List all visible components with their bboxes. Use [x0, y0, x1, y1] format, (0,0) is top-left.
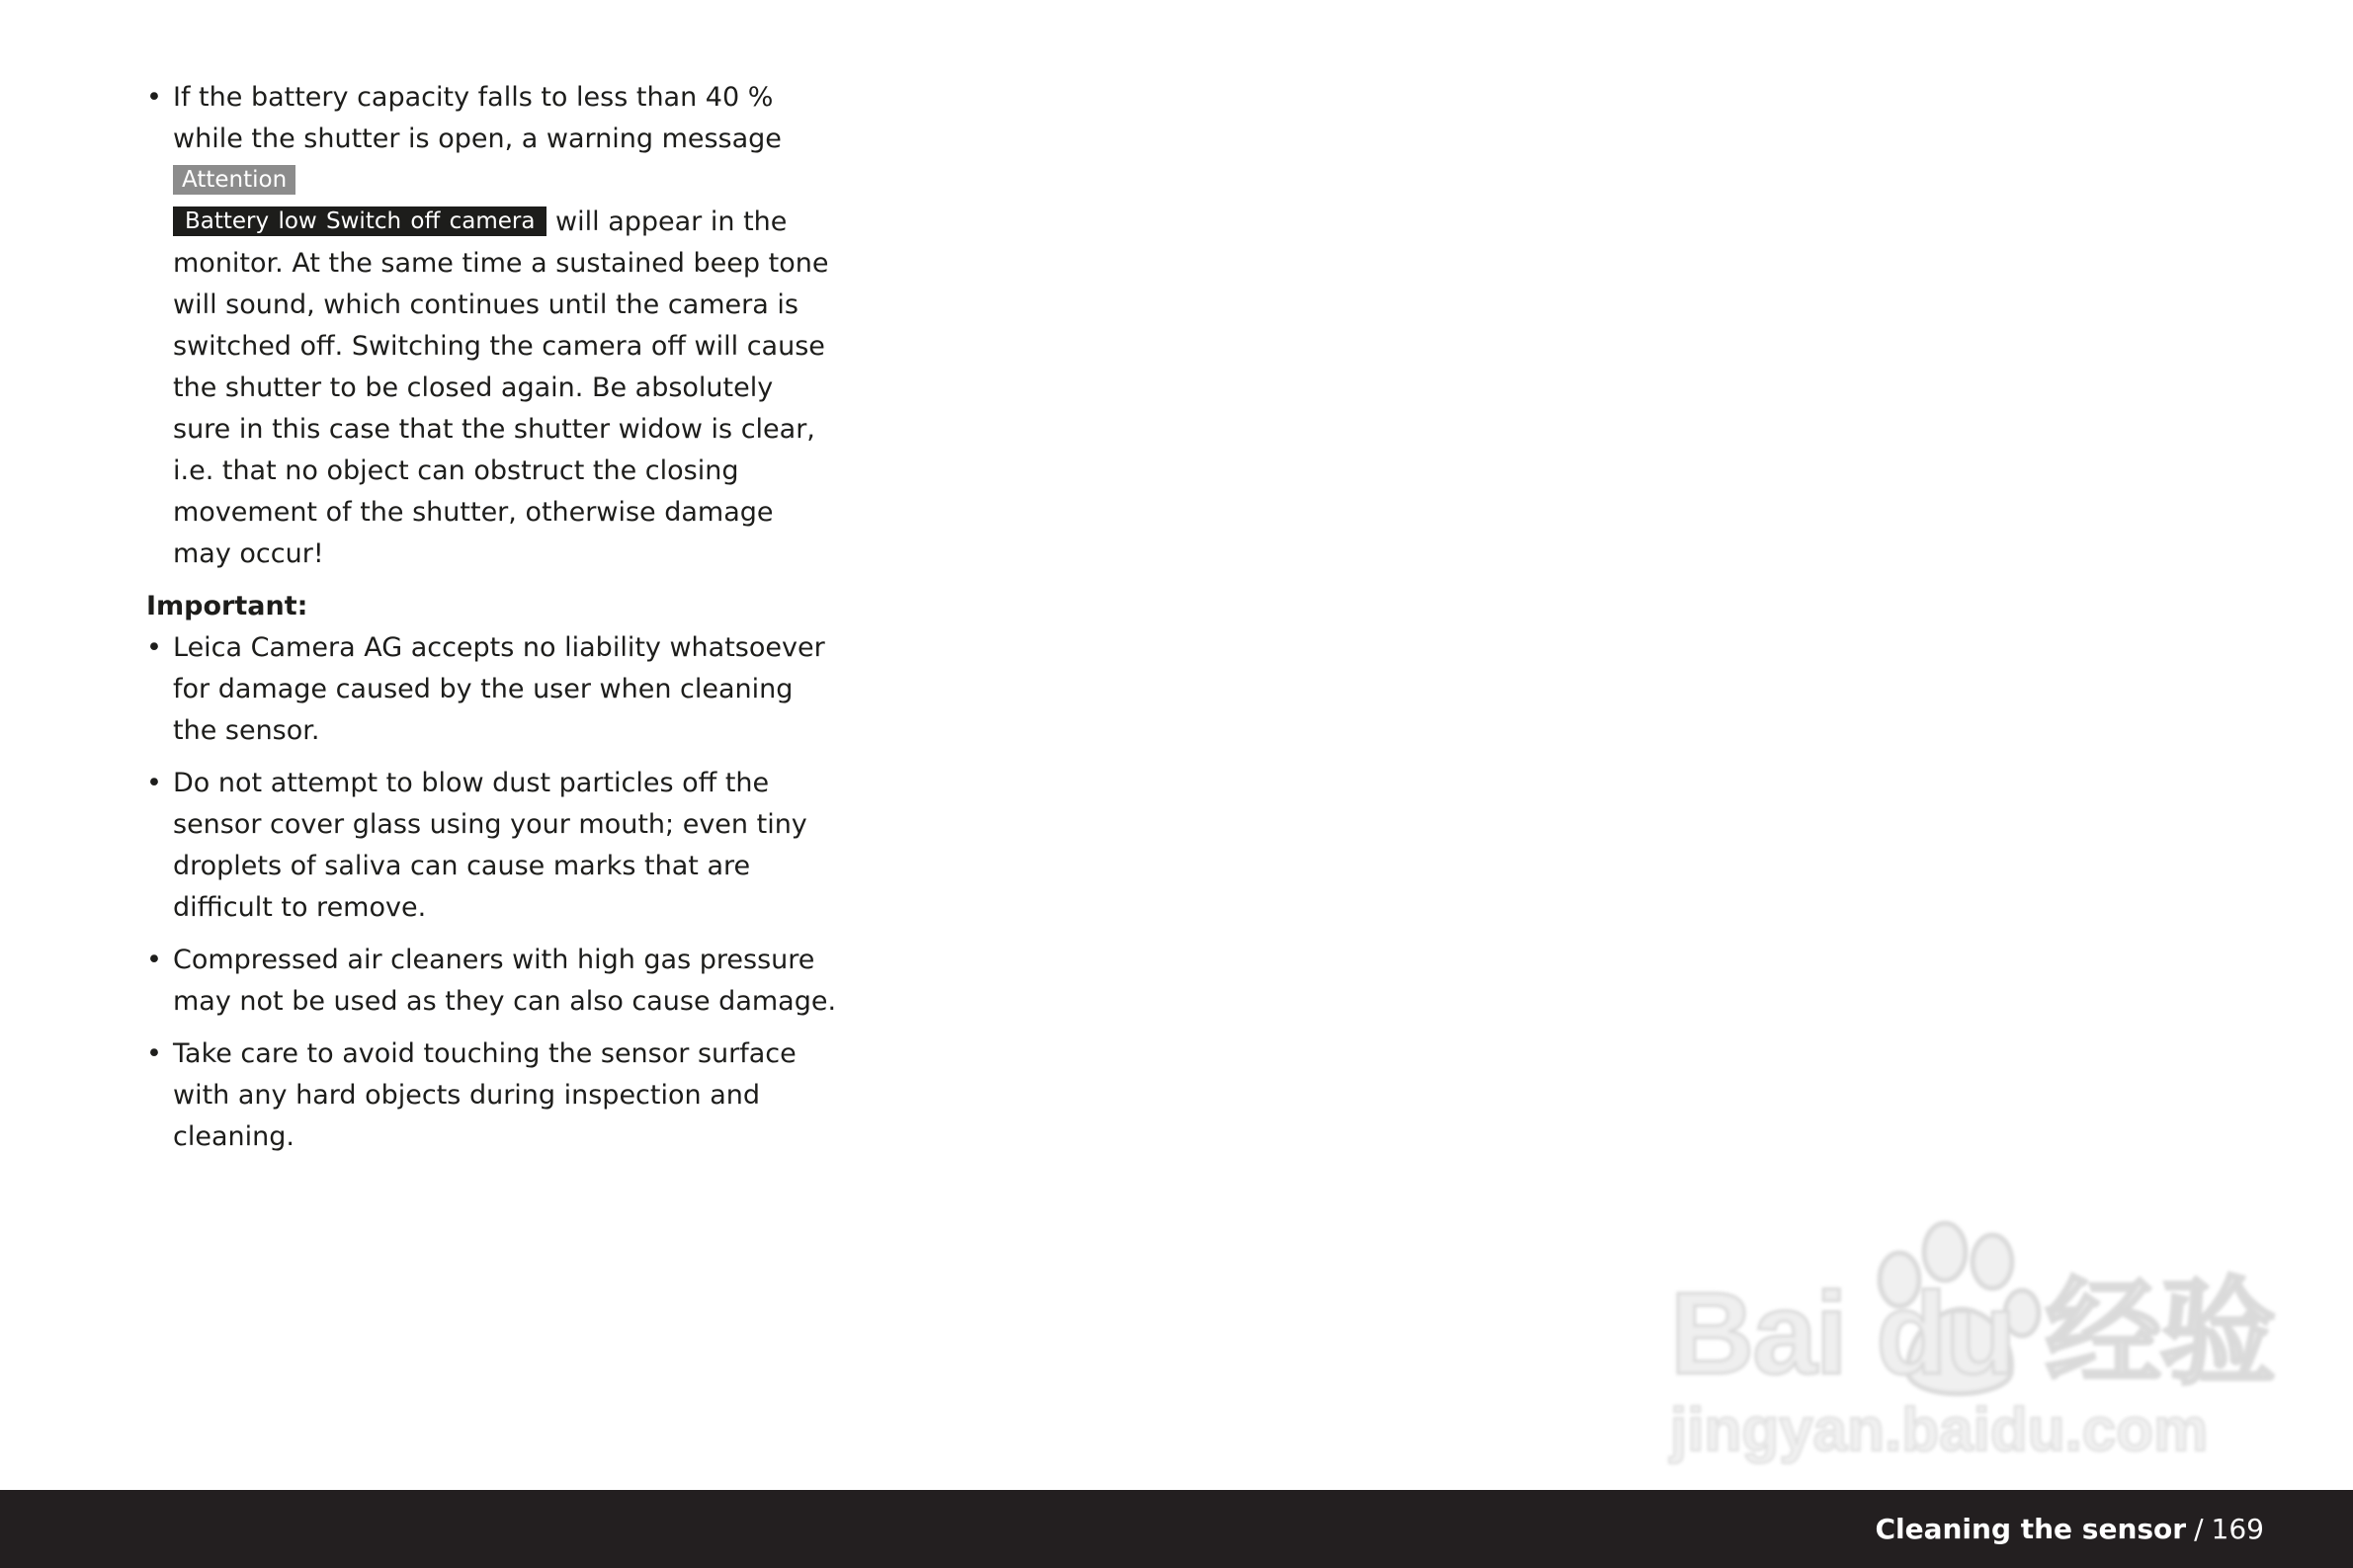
watermark-logo-text: Bai du 经验	[1670, 1269, 2275, 1399]
baidu-watermark	[1670, 1210, 2275, 1477]
bullet-dot: •	[146, 632, 162, 663]
important-item	[146, 763, 838, 929]
important-item-text: Take care to avoid touching the sensor surface with any hard objects during inspection and cleaning.	[173, 1038, 797, 1152]
text-column	[146, 77, 838, 1169]
important-item-text: Compressed air cleaners with high gas pressure may not be used as they can also cause damage.	[173, 945, 837, 1017]
footer-separator: /	[2194, 1513, 2204, 1545]
important-heading: Important:	[146, 591, 308, 621]
bullet-dot: •	[146, 1038, 162, 1069]
footer-label	[1875, 1510, 2264, 1549]
page-number: 169	[2211, 1513, 2264, 1545]
bullet-dot: •	[146, 768, 162, 798]
battery-warning-item	[146, 77, 838, 575]
section-title: Cleaning the sensor	[1875, 1513, 2187, 1545]
watermark-url-text: jingyan.baidu.com	[1670, 1396, 2209, 1464]
important-item-text: Leica Camera AG accepts no liability whatsoever for damage caused by the user when cleaning the sensor.	[173, 632, 825, 746]
important-item	[146, 627, 838, 752]
battery-warning-text-start: If the battery capacity falls to less than 40 % while the shutter is open, a warning message	[173, 82, 782, 154]
bullet-dot: •	[146, 945, 162, 975]
battery-low-message-badge: Battery low Switch off camera	[173, 206, 546, 236]
important-item	[146, 940, 838, 1023]
important-item-text: Do not attempt to blow dust particles off the sensor cover glass using your mouth; even tiny droplets of saliva can cause marks that are difficult to remove.	[173, 768, 807, 923]
attention-message-badge: Attention	[173, 165, 295, 195]
important-item	[146, 1033, 838, 1158]
battery-warning-text-end: will appear in the monitor. At the same time a sustained beep tone will sound, which continues until the camera is switched off. Switching the camera off will cause the shutter to be closed again. Be absolutely sure in this case that the shutter widow is clear, i.e. that no object can obstruct the closing movement of the shutter, otherwise damage may occur!	[173, 206, 829, 569]
page-footer	[0, 1490, 2353, 1568]
bullet-dot: •	[146, 82, 162, 113]
